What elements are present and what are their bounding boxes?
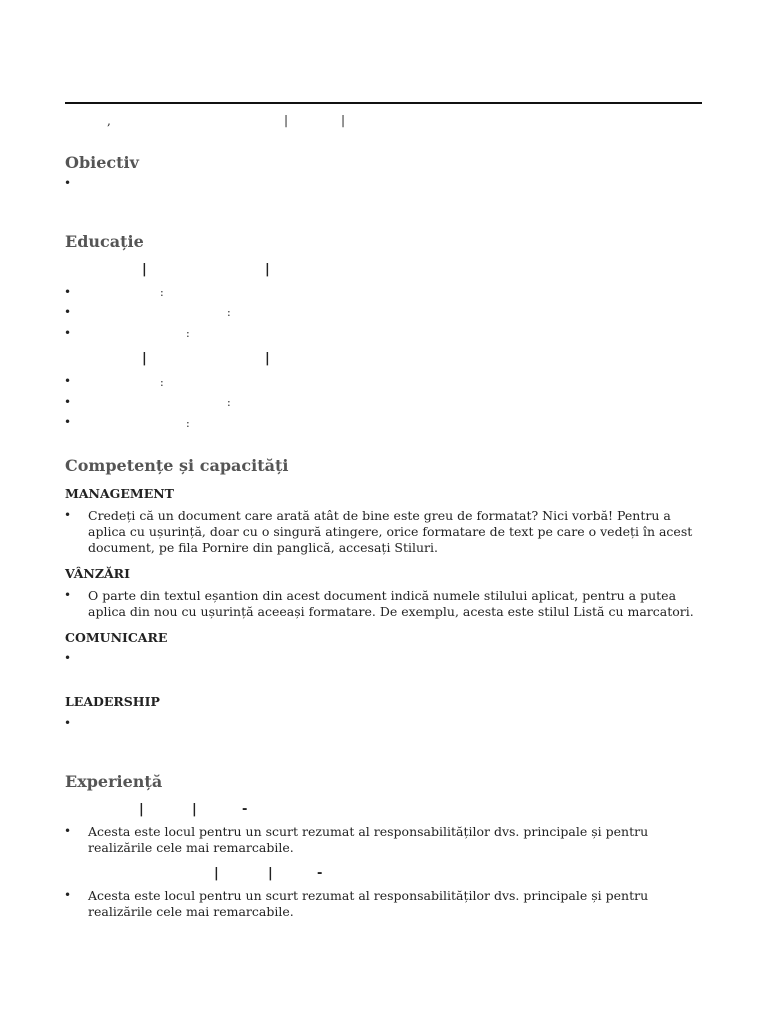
job-2-dash: - (317, 866, 323, 881)
bullet: • (64, 305, 72, 319)
job-2-separator-1: | (214, 866, 219, 881)
bullet: • (64, 716, 72, 730)
skill-title-sales: VÂNZĂRI (65, 566, 130, 581)
bullet: • (64, 374, 72, 388)
section-title-education: Educație (65, 232, 144, 251)
bullet: • (64, 888, 72, 902)
header-rule (65, 102, 702, 104)
education-2-separator-2: | (265, 351, 270, 366)
education-2-item-1: : (160, 376, 164, 389)
education-1-item-3: : (186, 327, 190, 340)
education-1-item-1: : (160, 286, 164, 299)
contact-separator-2: | (341, 113, 346, 127)
education-1-item-2: : (227, 306, 231, 319)
job-2-separator-2: | (268, 866, 273, 881)
bullet: • (64, 508, 72, 522)
skill-title-leadership: LEADERSHIP (65, 694, 160, 709)
education-1-separator-2: | (265, 262, 270, 277)
skill-title-communication: COMUNICARE (65, 630, 168, 645)
education-2-separator-1: | (142, 351, 147, 366)
skill-text-management: Credeți că un document care arată atât de bine este greu de formatat? Nici vorbă! Pentru a aplica cu ușurință, doar cu o singură atingere, orice formatare de text pe care o vedeți în acest document, pe fila Pornire din panglică, accesați Stiluri. (88, 508, 693, 555)
education-2-item-3: : (186, 417, 190, 430)
bullet: • (64, 176, 72, 190)
skill-text-sales: O parte din textul eșantion din acest document indică numele stilului aplicat, pentru a putea aplica din nou cu ușurință aceeași formatare. De exemplu, acesta este stilul Listă cu marcatori. (88, 588, 694, 619)
bullet: • (64, 395, 72, 409)
education-2-item-2: : (227, 396, 231, 409)
skill-title-management: MANAGEMENT (65, 486, 174, 501)
bullet: • (64, 588, 72, 602)
section-title-experience: Experiență (65, 772, 163, 791)
job-2-summary: Acesta este locul pentru un scurt rezumat al responsabilităților dvs. principale și pentru realizările cele mai remarcabile. (88, 888, 649, 919)
section-title-objective: Obiectiv (65, 153, 139, 172)
contact-comma: , (107, 114, 111, 128)
bullet: • (64, 326, 72, 340)
bullet: • (64, 285, 72, 299)
contact-separator-1: | (284, 113, 289, 127)
bullet: • (64, 415, 72, 429)
bullet: • (64, 824, 72, 838)
section-title-skills: Competențe și capacități (65, 456, 289, 475)
education-1-separator-1: | (142, 262, 147, 277)
bullet: • (64, 651, 72, 665)
job-1-separator-1: | (139, 802, 144, 817)
job-1-dash: - (242, 802, 248, 817)
job-1-separator-2: | (192, 802, 197, 817)
job-1-summary: Acesta este locul pentru un scurt rezumat al responsabilităților dvs. principale și pentru realizările cele mai remarcabile. (88, 824, 649, 855)
